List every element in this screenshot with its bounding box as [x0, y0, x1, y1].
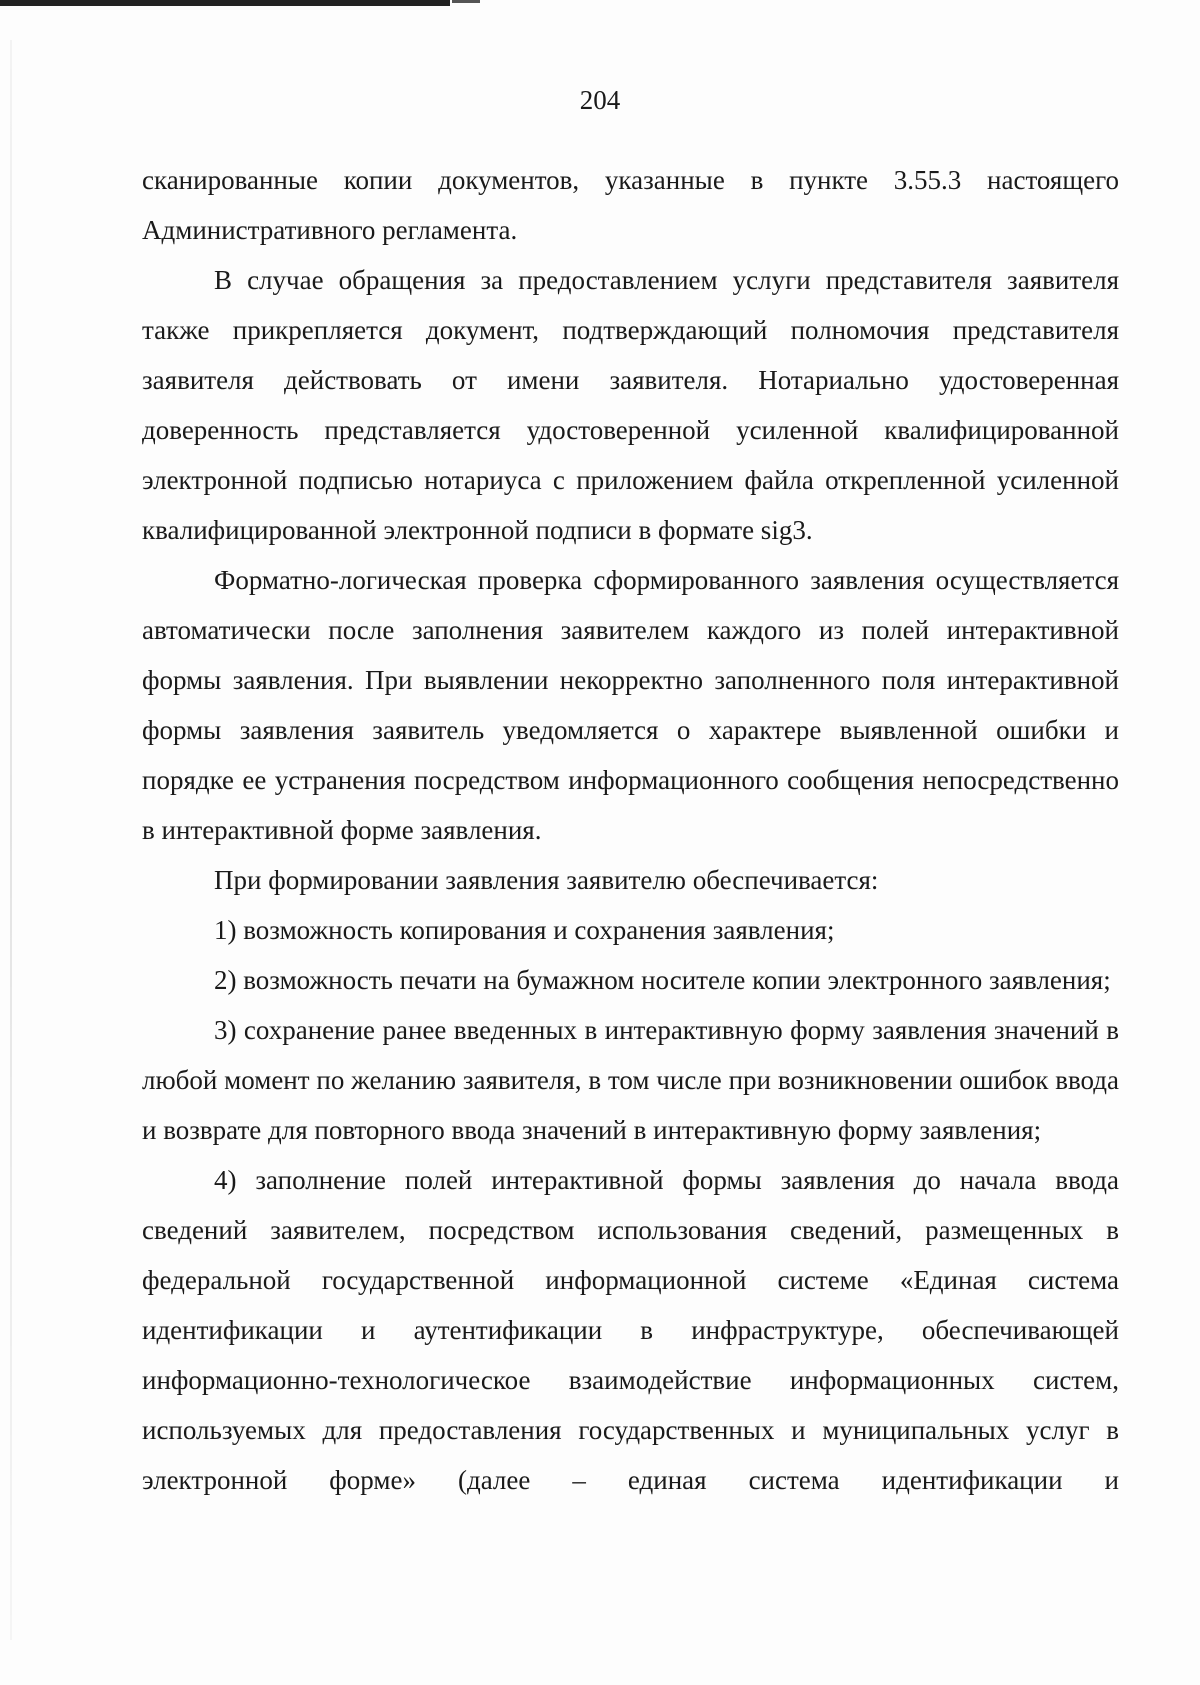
list-item-1: 1) возможность копирования и сохранения заявления; — [214, 915, 835, 945]
paragraph-representative: В случае обращения за предоставлением услуги представителя заявителя также прикрепляется документ, подтверждающий полномочия представителя заявителя действовать от имени заявителя. Нотариально удостоверенная доверенность представляется удостоверенной усиленной квалифицированной электронной подписью нотариуса с приложением файла открепленной усиленной квалифицированной электронной подписи в формате sig3. — [142, 265, 1119, 545]
list-item-2: 2) возможность печати на бумажном носителе копии электронного заявления; — [214, 965, 1111, 995]
scan-artifact-line-2 — [452, 0, 480, 3]
paragraph-provisions-intro: При формировании заявления заявителю обеспечивается: — [214, 865, 879, 895]
list-item-4: 4) заполнение полей интерактивной формы заявления до начала ввода сведений заявителем, посредством использования сведений, размещенных в федеральной государственной информационной системе «Единая система идентификации и аутентификации в инфраструктуре, обеспечивающей информационно-технологическое взаимодействие информационных систем, используемых для предоставления государственных и муниципальных услуг в электронной форме» (далее – единая система идентификации и — [142, 1165, 1119, 1495]
list-item-3: 3) сохранение ранее введенных в интерактивную форму заявления значений в любой момент по желанию заявителя, в том числе при возникновении ошибок ввода и возврате для повторного ввода значений в интерактивную форму заявления; — [142, 1015, 1119, 1145]
paragraph-continuation: сканированные копии документов, указанные в пункте 3.55.3 настоящего Административного регламента. — [142, 165, 1119, 245]
scan-edge-shadow — [10, 40, 12, 1640]
scan-artifact-line — [0, 0, 450, 6]
page-number: 204 — [579, 85, 621, 115]
paragraph-format-check: Форматно-логическая проверка сформированного заявления осуществляется автоматически после заполнения заявителем каждого из полей интерактивной формы заявления. При выявлении некорректно заполненного поля интерактивной формы заявления заявитель уведомляется о характере выявленной ошибки и порядке ее устранения посредством информационного сообщения непосредственно в интерактивной форме заявления. — [142, 565, 1119, 845]
document-body — [142, 155, 1119, 1505]
